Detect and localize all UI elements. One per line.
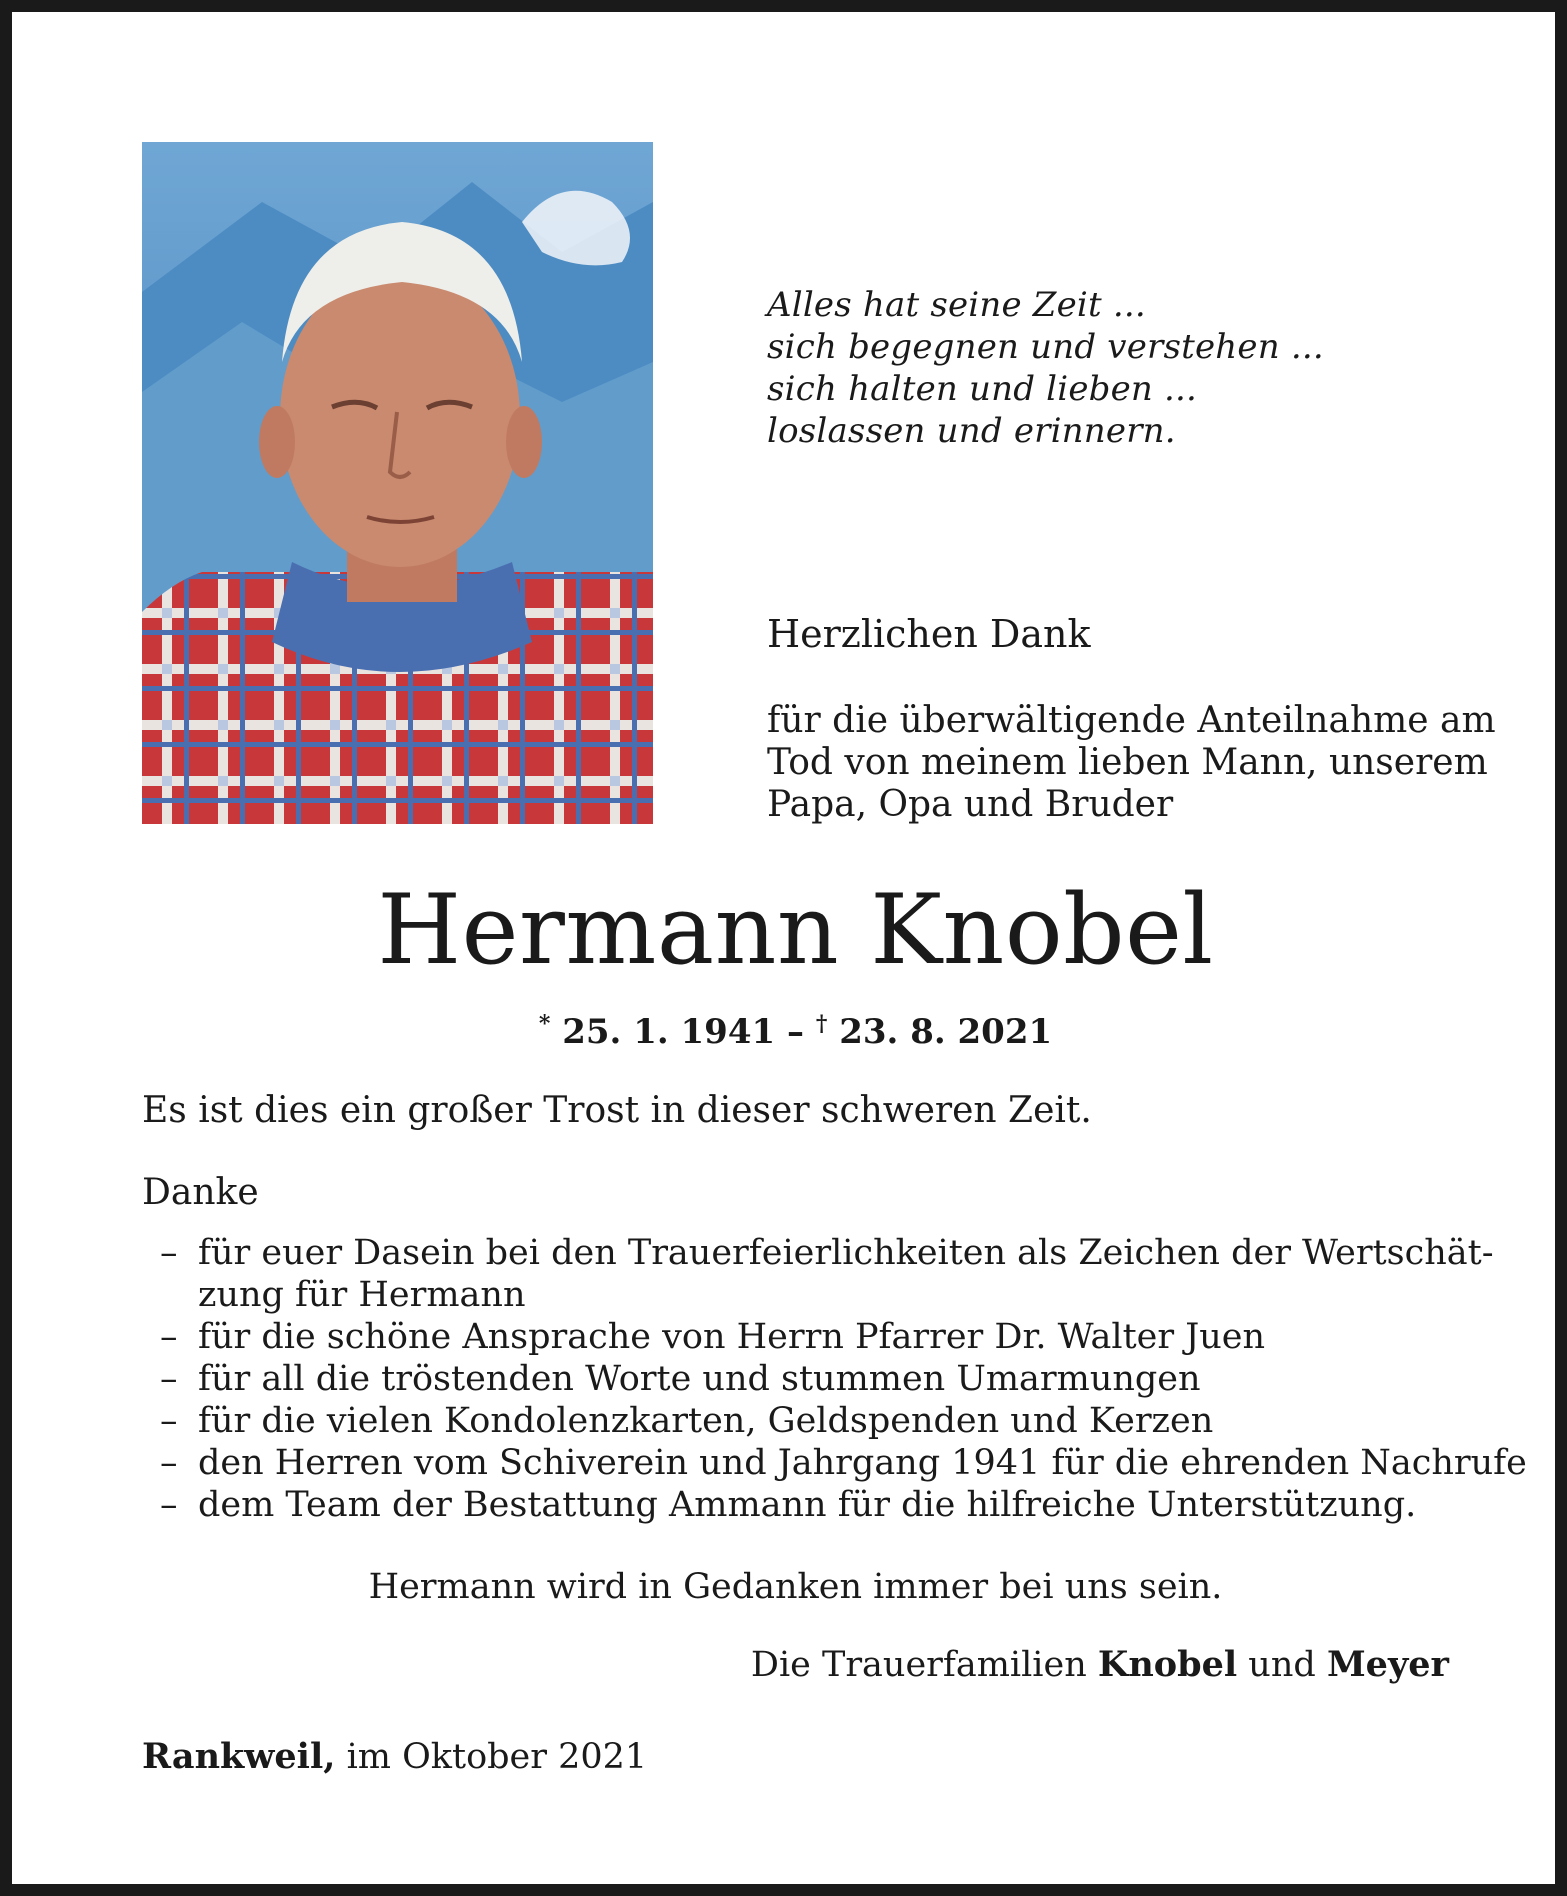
quote-line: Alles hat seine Zeit ...	[767, 285, 1146, 325]
signature	[142, 1642, 1449, 1688]
list-item-text: den Herren vom Schiverein und Jahrgang 1941 für die ehrenden Nachrufe	[198, 1443, 1527, 1483]
thanks-line: Papa, Opa und Bruder	[767, 784, 1174, 825]
quote-line: sich begegnen und verstehen ...	[767, 327, 1324, 367]
place-date	[142, 1734, 647, 1780]
family-name-meyer: Meyer	[1326, 1644, 1449, 1685]
signature-connector: und	[1248, 1645, 1316, 1685]
list-item-text: für euer Dasein bei den Trauerfeierlichkeiten als Zeichen der Wertschät-	[198, 1233, 1494, 1273]
list-item-text: für die vielen Kondolenzkarten, Geldspenden und Kerzen	[198, 1401, 1214, 1441]
list-item-text: zung für Hermann	[198, 1275, 526, 1315]
list-item	[160, 1358, 1460, 1400]
danke-heading: Danke	[142, 1172, 259, 1213]
list-dash: –	[160, 1443, 178, 1483]
quote-line: loslassen und erinnern.	[767, 411, 1176, 451]
birth-date: 25. 1. 1941	[562, 1012, 776, 1052]
date-separator: –	[787, 1012, 804, 1052]
comfort-text: Es ist dies ein großer Trost in dieser schweren Zeit.	[142, 1090, 1092, 1131]
list-dash: –	[160, 1359, 178, 1399]
closing-text: Hermann wird in Gedanken immer bei uns sein.	[368, 1567, 1223, 1607]
list-item	[160, 1316, 1460, 1358]
quote-line: sich halten und lieben ...	[767, 369, 1198, 409]
list-item-text: für die schöne Ansprache von Herrn Pfarrer Dr. Walter Juen	[198, 1317, 1266, 1357]
place-month: im Oktober 2021	[346, 1737, 648, 1777]
list-dash: –	[160, 1233, 178, 1273]
list-item	[160, 1484, 1460, 1526]
place-town: Rankweil,	[142, 1736, 336, 1777]
thanks-line: für die überwältigende Anteilnahme am	[767, 700, 1496, 741]
deceased-name: Hermann Knobel	[377, 874, 1214, 986]
list-item	[160, 1442, 1527, 1484]
thanks-list	[160, 1232, 1527, 1526]
thanks-line: Tod von meinem lieben Mann, unserem	[767, 742, 1488, 783]
birth-symbol: *	[538, 1011, 551, 1037]
portrait-illustration	[142, 142, 653, 824]
death-date: 23. 8. 2021	[839, 1012, 1053, 1052]
list-item	[160, 1232, 1494, 1274]
quote-block	[767, 284, 1324, 452]
portrait-photo	[142, 142, 653, 824]
list-dash: –	[160, 1485, 178, 1525]
list-item-continuation	[160, 1274, 1460, 1316]
list-item	[160, 1400, 1460, 1442]
thanks-body	[767, 700, 1496, 826]
life-dates	[12, 1002, 1567, 1054]
death-symbol: †	[815, 1011, 828, 1037]
family-name-knobel: Knobel	[1097, 1644, 1238, 1685]
list-item-text: dem Team der Bestattung Ammann für die hilfreiche Unterstützung.	[198, 1485, 1417, 1525]
thanks-heading: Herzlichen Dank	[767, 612, 1091, 656]
list-dash: –	[160, 1317, 178, 1357]
list-item-text: für all die tröstenden Worte und stummen Umarmungen	[198, 1359, 1201, 1399]
list-dash: –	[160, 1401, 178, 1441]
signature-prefix: Die Trauerfamilien	[750, 1645, 1087, 1685]
